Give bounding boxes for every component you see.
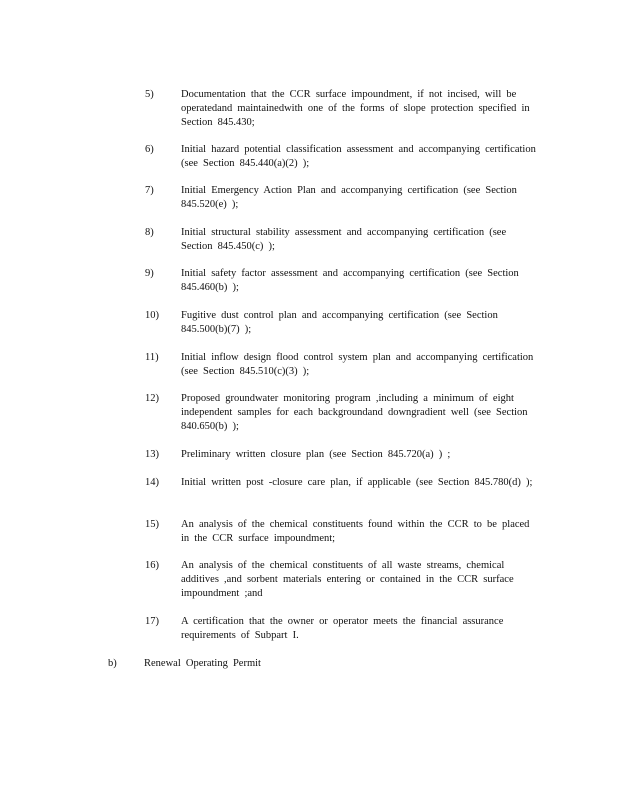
item-number: 6) bbox=[145, 144, 154, 155]
item-number: 11) bbox=[145, 352, 159, 363]
item-text: Initial written post -closure care plan, if applicable (see Section 845.780(d) ); bbox=[181, 477, 533, 488]
item-number: 5) bbox=[145, 89, 154, 100]
item-text: An analysis of the chemical constituents of all waste streams, chemical additives ,and sorbent materials entering or contained in the CCR surface impoundment ;and bbox=[181, 560, 514, 599]
item-number: 14) bbox=[145, 477, 159, 488]
item-text: Proposed groundwater monitoring program ,including a minimum of eight independent samples for each backgroundand downgradient well (see Section 840.650(b) ); bbox=[181, 393, 528, 432]
item-number: 13) bbox=[145, 449, 159, 460]
item-number: 8) bbox=[145, 227, 154, 238]
item-text: A certification that the owner or operator meets the financial assurance requirements of Subpart I. bbox=[181, 616, 504, 641]
item-number: 16) bbox=[145, 560, 159, 571]
item-text: Fugitive dust control plan and accompanying certification (see Section 845.500(b)(7) ); bbox=[181, 310, 498, 335]
item-text: Initial safety factor assessment and accompanying certification (see Section 845.460(b) ); bbox=[181, 268, 519, 293]
subsection-letter: b) bbox=[108, 658, 117, 669]
item-number: 10) bbox=[145, 310, 159, 321]
item-number: 12) bbox=[145, 393, 159, 404]
subsection-title: Renewal Operating Permit bbox=[144, 658, 261, 669]
item-text: Initial structural stability assessment and accompanying certification (see Section 845.450(c) ); bbox=[181, 227, 507, 252]
item-text: Initial hazard potential classification assessment and accompanying certification (see Section 845.440(a)(2) ); bbox=[181, 144, 536, 169]
item-number: 9) bbox=[145, 268, 154, 279]
item-text: Initial Emergency Action Plan and accompanying certification (see Section 845.520(e) ); bbox=[181, 185, 517, 210]
item-text: An analysis of the chemical constituents found within the CCR to be placed in the CCR surface impoundment; bbox=[181, 519, 530, 544]
item-number: 7) bbox=[145, 185, 154, 196]
item-text: Initial inflow design flood control system plan and accompanying certification (see Section 845.510(c)(3) ); bbox=[181, 352, 534, 377]
item-number: 15) bbox=[145, 519, 159, 530]
item-text: Documentation that the CCR surface impoundment, if not incised, will be operatedand maintainedwith one of the forms of slope protection specified in Section 845.430; bbox=[181, 89, 530, 128]
item-number: 17) bbox=[145, 616, 159, 627]
item-text: Preliminary written closure plan (see Section 845.720(a) ) ; bbox=[181, 449, 451, 460]
